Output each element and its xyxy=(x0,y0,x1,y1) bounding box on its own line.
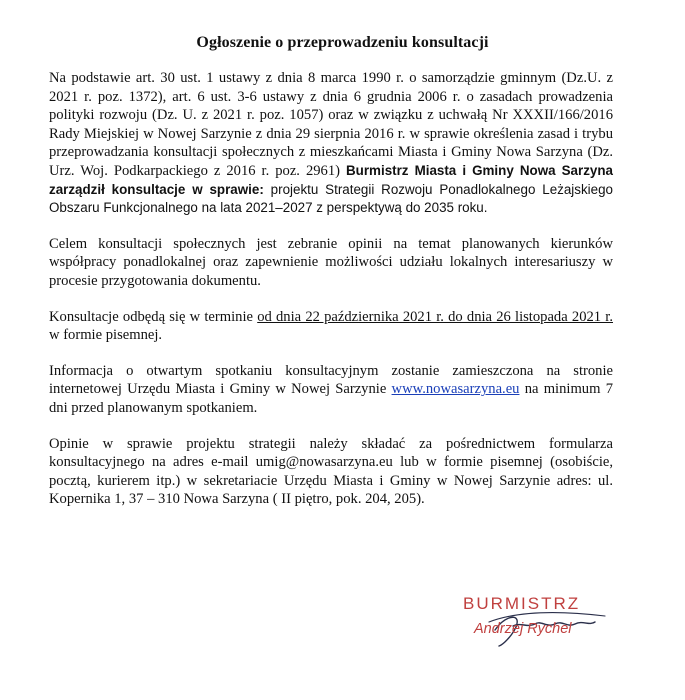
paragraph-text: Konsultacje odbędą się w terminie xyxy=(49,308,258,325)
stamp-title: BURMISTRZ xyxy=(463,594,581,613)
paragraph-submission: Opinie w sprawie projektu strategii należy składać za pośrednictwem formularza konsultacyjnego na adres e-mail umig@nowasarzyna.eu lub w formie pisemnej (osobiście, pocztą, kurierem itp.) w sekretariacie Urzędu Miasta i Gminy w Nowej Sarzynie adres: ul. Kopernika 1, 37 – 310 Nowa Sarzyna ( II piętro, pok. 204, 205). xyxy=(49,435,613,508)
paragraph-text: projektu Strategii Rozwoju Ponadlokalnego Leżajskiego Obszaru Funkcjonalnego na lata 2021–2027 z perspektywą do 2035 roku. xyxy=(49,181,613,216)
page-title: Ogłoszenie o przeprowadzeniu konsultacji xyxy=(196,34,489,51)
website-link[interactable]: www.nowasarzyna.eu xyxy=(391,381,520,398)
consultation-period: od dnia 22 października 2021 r. do dnia 26 listopada 2021 r. xyxy=(257,308,613,325)
document-body xyxy=(49,69,613,526)
paragraph-text: Na podstawie art. 30 ust. 1 ustawy z dnia 8 marca 1990 r. o samorządzie gminnym (Dz.U. z 2021 r. poz. 1372), art. 6 ust. 3-6 ustawy z dnia 6 grudnia 2006 r. o zasadach prowadzenia polityki rozwoju (Dz. U. z 2021 r. poz. 1057) oraz w związku z uchwałą Nr XXXII/166/2016 Rady Miejskiej w Nowej Sarzynie z dnia 29 sierpnia 2016 r. w sprawie określenia zasad i trybu przeprowadzania konsultacji społecznych z mieszkańcami Miasta i Gminy Nowa Sarzyna (Dz. Urz. Woj. Podkarpackiego z 2016 r. poz. 2961) xyxy=(49,70,613,179)
paragraph-dates xyxy=(49,308,613,345)
paragraph-meeting-info xyxy=(49,362,613,418)
paragraph-purpose: Celem konsultacji społecznych jest zebranie opinii na temat planowanych kierunków współpracy ponadlokalnej oraz zapewnienie możliwości udziału lokalnych interesariuszy w procesie przygotowania dokumentu. xyxy=(49,235,613,289)
paragraph-legal-basis xyxy=(49,69,613,218)
paragraph-text: na minimum 7 dni przed planowanym spotkaniem. xyxy=(49,381,613,416)
bold-statement: Burmistrz Miasta i Gminy Nowa Sarzyna zarządził konsultacje w sprawie: xyxy=(49,162,613,197)
paragraph-text: Informacja o otwartym spotkaniu konsultacyjnym zostanie zamieszczona na stronie internetowej Urzędu Miasta i Gminy w Nowej Sarzynie xyxy=(49,362,613,398)
paragraph-text: w formie pisemnej. xyxy=(49,327,163,344)
signature-stamp xyxy=(455,594,655,654)
stamp-name: Andrzej Rychel xyxy=(474,621,572,637)
